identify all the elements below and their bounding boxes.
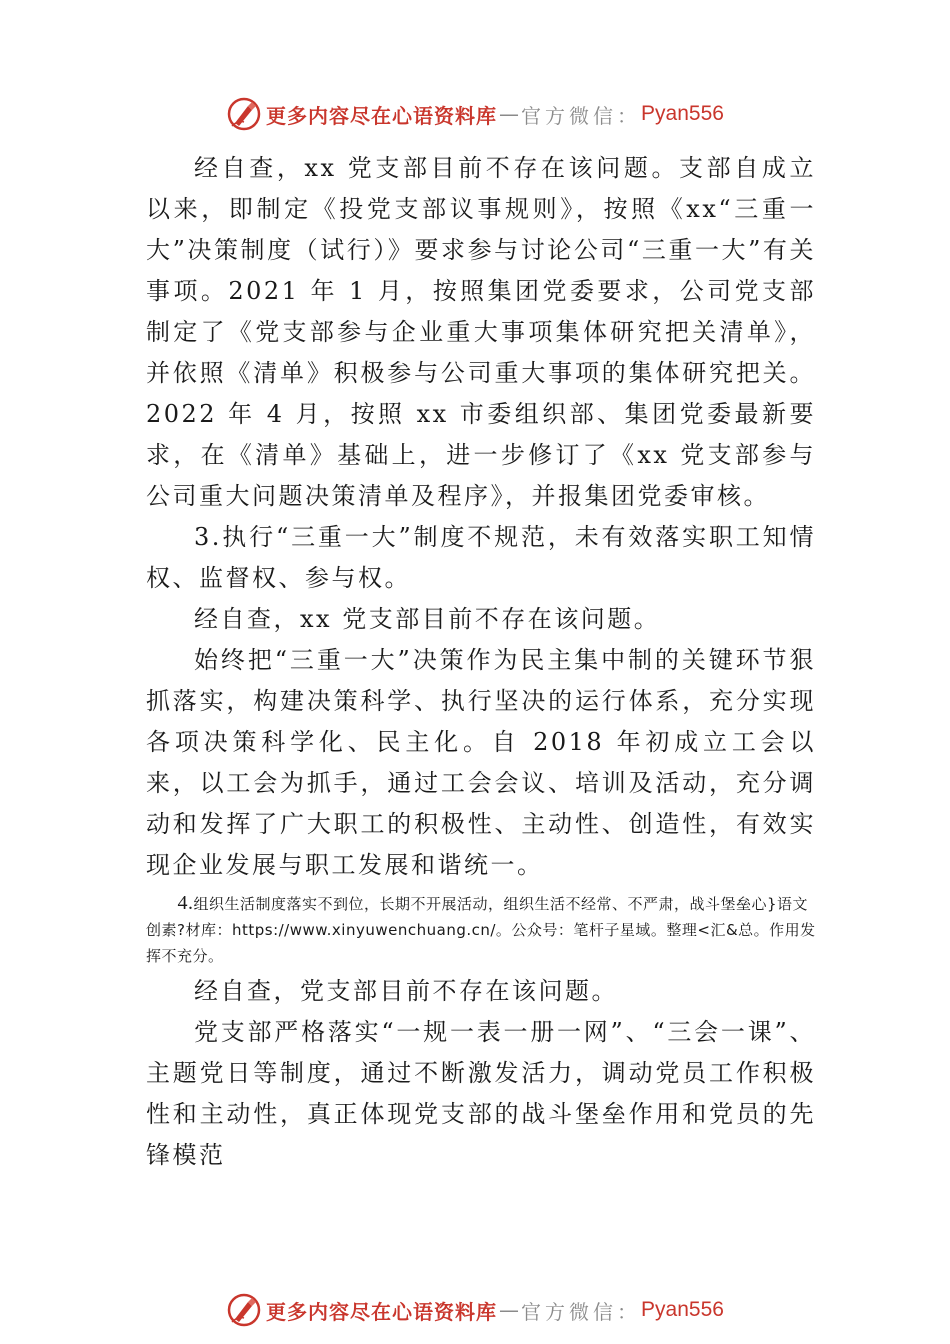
watermark-brand: 更多内容尽在心语资料库 [266, 103, 498, 128]
watermark-wechat-id: Pyan556 [641, 102, 724, 125]
paragraph-item-4 [146, 890, 816, 969]
watermark-wechat-id: Pyan556 [641, 1298, 724, 1321]
watermark-brand: 更多内容尽在心语资料库 [266, 1299, 498, 1324]
item-4-text: 组织生活制度落实不到位，长期不开展活动，组织生活不经常、不严肃，战斗堡垒心}语文创素?材库：https://www.xinyuwenchuang.cn/。公众号：笔杆子星域。整理<汇&总。作用发挥不充分。 [146, 895, 816, 965]
watermark-label: 官方微信： [521, 1299, 642, 1324]
paragraph-party-branch: 党支部严格落实“一规一表一册一网”、“三会一课”、主题党日等制度，通过不断激发活力，调动党员工作积极性和主动性，真正体现党支部的战斗堡垒作用和党员的先锋模范 [146, 1018, 816, 1169]
watermark-label: 官方微信： [521, 103, 642, 128]
document-body [146, 148, 816, 1176]
watermark-separator: — [499, 102, 520, 126]
watermark-separator: — [499, 1298, 520, 1322]
header-watermark [0, 94, 950, 134]
paragraph-self-check-2: 经自查，xx 党支部目前不存在该问题。 [194, 605, 661, 633]
pen-nib-logo-icon [226, 96, 262, 132]
paragraph-implementation: 始终把“三重一大”决策作为民主集中制的关键环节狠抓落实，构建决策科学、执行坚决的运行体系，充分实现各项决策科学化、民主化。自 2018 年初成立工会以来，以工会为抓手，通过工会会议、培训及活动，充分调动和发挥了广大职工的积极性、主动性、创造性，有效实现企业发展与职工发展和谐统一。 [146, 646, 816, 879]
pen-nib-logo-icon [226, 1292, 262, 1328]
item-4-number: 4. [177, 892, 194, 914]
footer-watermark [0, 1290, 950, 1330]
paragraph-self-check-1: 经自查，xx 党支部目前不存在该问题。支部自成立以来，即制定《投党支部议事规则》，按照《xx“三重一大”决策制度（试行）》要求参与讨论公司“三重一大”有关事项。2021 年 1 月，按照集团党委要求，公司党支部制定了《党支部参与企业重大事项集体研究把关清单》，并依照《清单》积极参与公司重大事项的集体研究把关。2022 年 4 月，按照 xx 市委组织部、集团党委最新要求，在《清单》基础上，进一步修订了《xx 党支部参与公司重大问题决策清单及程序》，并报集团党委审核。 [146, 154, 816, 510]
paragraph-self-check-3: 经自查，党支部目前不存在该问题。 [194, 977, 618, 1005]
paragraph-item-3: 3.执行“三重一大”制度不规范，未有效落实职工知情权、监督权、参与权。 [146, 523, 816, 592]
